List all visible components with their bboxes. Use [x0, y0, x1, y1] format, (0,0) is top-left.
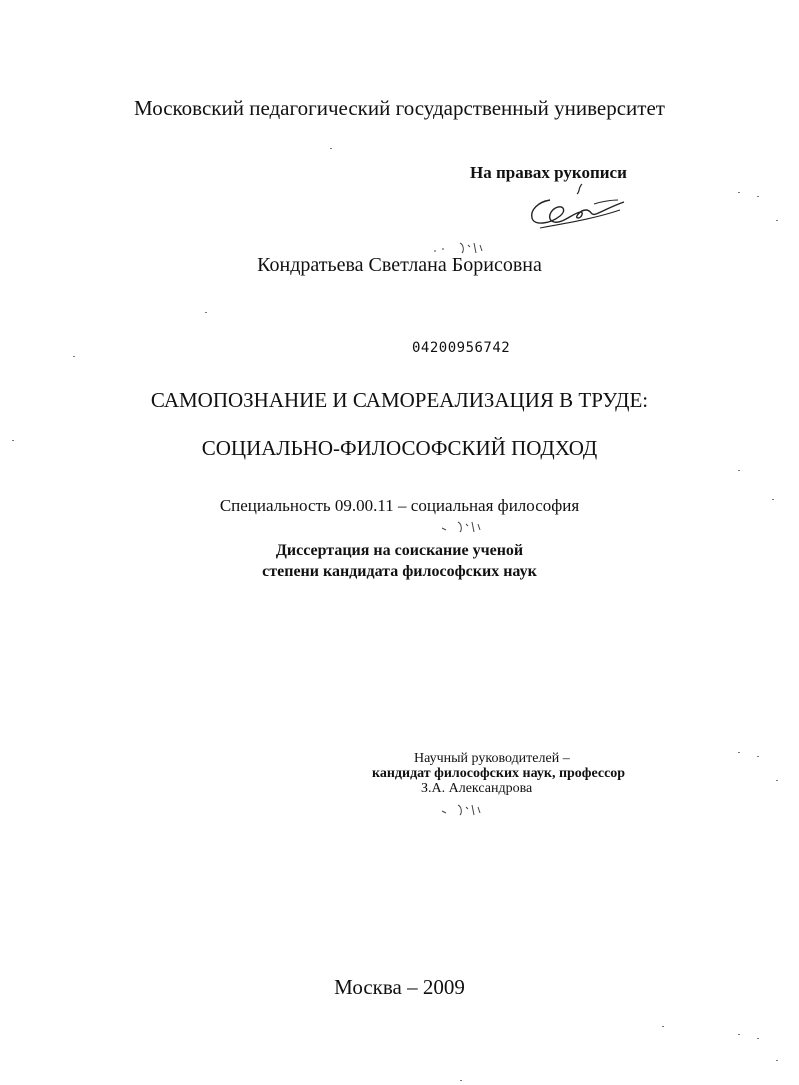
dissertation-degree-line-2: степени кандидата философских наук: [262, 563, 537, 580]
stamp-mark-icon: [430, 239, 490, 255]
stamp-mark-icon: [440, 518, 490, 534]
city-year: Москва – 2009: [334, 975, 465, 999]
signature-icon: [520, 180, 630, 232]
scan-speck: [757, 196, 759, 197]
scan-speck: [738, 192, 740, 193]
scan-speck: [73, 356, 75, 357]
scan-speck: [776, 1060, 778, 1061]
scan-speck: [772, 499, 774, 500]
scan-speck: [662, 1026, 664, 1027]
scan-speck: [460, 1080, 462, 1081]
dissertation-degree-line-1: Диссертация на соискание ученой: [275, 542, 524, 559]
specialty: Специальность 09.00.11 – социальная философия: [219, 496, 580, 515]
scan-speck: [738, 470, 740, 471]
scan-speck: [330, 148, 332, 149]
scan-speck: [757, 1038, 759, 1039]
scan-speck: [776, 780, 778, 781]
scan-speck: [738, 752, 740, 753]
stamp-mark-icon: [440, 801, 490, 817]
author-name: Кондратьева Светлана Борисовна: [257, 254, 542, 276]
scan-speck: [776, 220, 778, 221]
scan-speck: [205, 312, 207, 313]
scan-speck: [757, 756, 759, 757]
dissertation-title-line-1: САМОПОЗНАНИЕ И САМОРЕАЛИЗАЦИЯ В ТРУДЕ:: [150, 388, 649, 412]
scan-speck: [738, 1034, 740, 1035]
dissertation-title-line-2: СОЦИАЛЬНО-ФИЛОСОФСКИЙ ПОДХОД: [201, 436, 598, 460]
scan-speck: [12, 440, 14, 441]
catalog-number: 04200956742: [412, 340, 511, 356]
advisor-heading: Научный руководителей –: [414, 751, 570, 766]
manuscript-note: На правах рукописи: [470, 163, 627, 182]
university-name: Московский педагогический государственный университет: [134, 96, 665, 120]
advisor-title: кандидат философских наук, профессор: [372, 766, 626, 781]
advisor-name: З.А. Александрова: [421, 781, 533, 796]
